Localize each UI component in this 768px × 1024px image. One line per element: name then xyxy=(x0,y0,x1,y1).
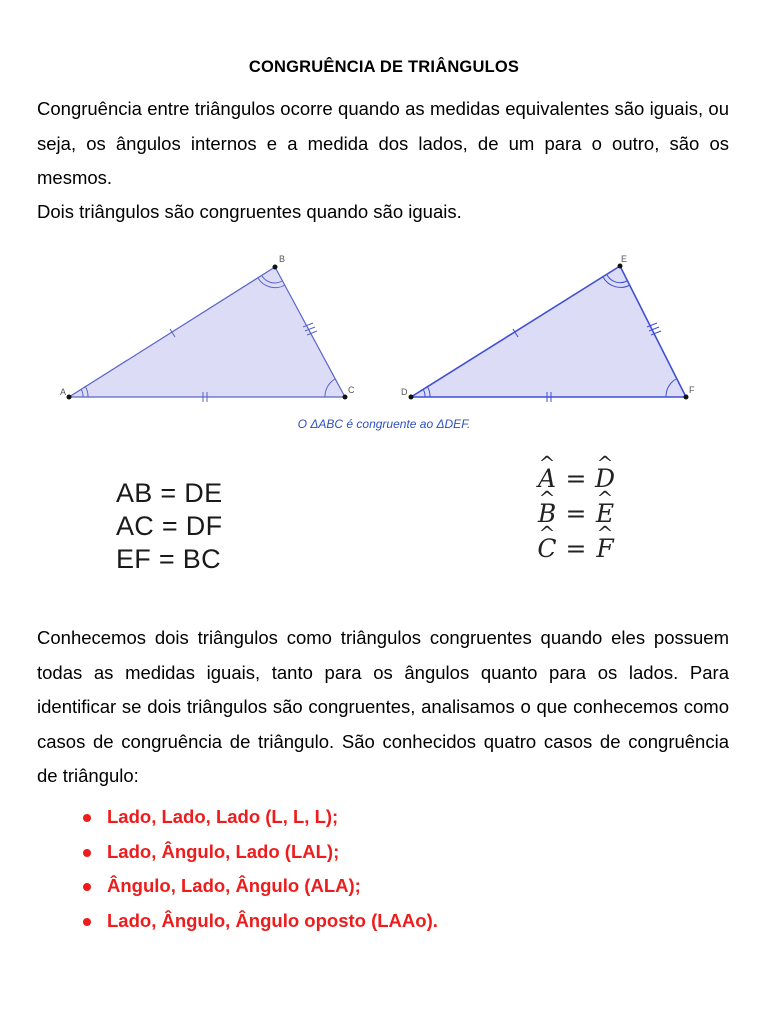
angle-hat-symbol: ^ C xyxy=(536,531,558,566)
triangles-figure xyxy=(0,240,768,440)
list-item: Lado, Lado, Lado (L, L, L); xyxy=(78,800,438,835)
vertex-a xyxy=(67,395,72,400)
angle-hat-symbol: ^ A xyxy=(536,461,558,496)
vertex-c xyxy=(343,395,348,400)
vertex-f xyxy=(684,395,689,400)
label-b: B xyxy=(279,254,286,264)
vertex-e xyxy=(618,264,623,269)
angle-equality xyxy=(536,531,616,566)
label-f: F xyxy=(689,385,695,395)
triangle-abc xyxy=(69,267,345,397)
label-d: D xyxy=(401,387,408,397)
angle-hat-symbol: ^ E xyxy=(594,496,616,531)
side-equality: AB = DE xyxy=(116,478,223,508)
angle-hat-symbol: ^ B xyxy=(536,496,558,531)
label-c: C xyxy=(348,385,355,395)
angle-hat-symbol: ^ F xyxy=(594,531,616,566)
label-a: A xyxy=(60,387,67,397)
triangles-diagram xyxy=(0,240,768,440)
side-equality: EF = BC xyxy=(116,544,221,574)
vertex-b xyxy=(273,265,278,270)
congruence-cases-list xyxy=(78,800,438,938)
list-item: Ângulo, Lado, Ângulo (ALA); xyxy=(78,869,438,904)
vertex-d xyxy=(409,395,414,400)
side-equality: AC = DF xyxy=(116,511,223,541)
equals-sign: = xyxy=(565,499,587,528)
figure-caption: O ΔABC é congruente ao ΔDEF. xyxy=(297,417,471,431)
triangle-def xyxy=(411,266,686,397)
list-item: Lado, Ângulo, Ângulo oposto (LAAo). xyxy=(78,904,438,939)
list-item: Lado, Ângulo, Lado (LAL); xyxy=(78,835,438,870)
cases-intro-paragraph: Conhecemos dois triângulos como triângulos congruentes quando eles possuem todas as medidas iguais, tanto para os ângulos quanto para os lados. Para identificar se dois triângulos são congruentes, analisamos o que conhecemos como casos de congruência de triângulo. São conhecidos quatro casos de congruência de triângulo: xyxy=(37,627,729,786)
definition-paragraph: Dois triângulos são congruentes quando são iguais. xyxy=(37,201,462,222)
intro-paragraph: Congruência entre triângulos ocorre quando as medidas equivalentes são iguais, ou seja, os ângulos internos e a medida dos lados, de um para o outro, são os mesmos. xyxy=(37,98,729,188)
angle-equalities xyxy=(536,461,616,566)
angle-hat-symbol: ^ D xyxy=(594,461,616,496)
page-title: CONGRUÊNCIA DE TRIÂNGULOS xyxy=(248,58,520,76)
side-equalities xyxy=(116,477,222,576)
equals-sign: = xyxy=(565,534,587,563)
equals-sign: = xyxy=(565,464,587,493)
label-e: E xyxy=(621,254,628,264)
